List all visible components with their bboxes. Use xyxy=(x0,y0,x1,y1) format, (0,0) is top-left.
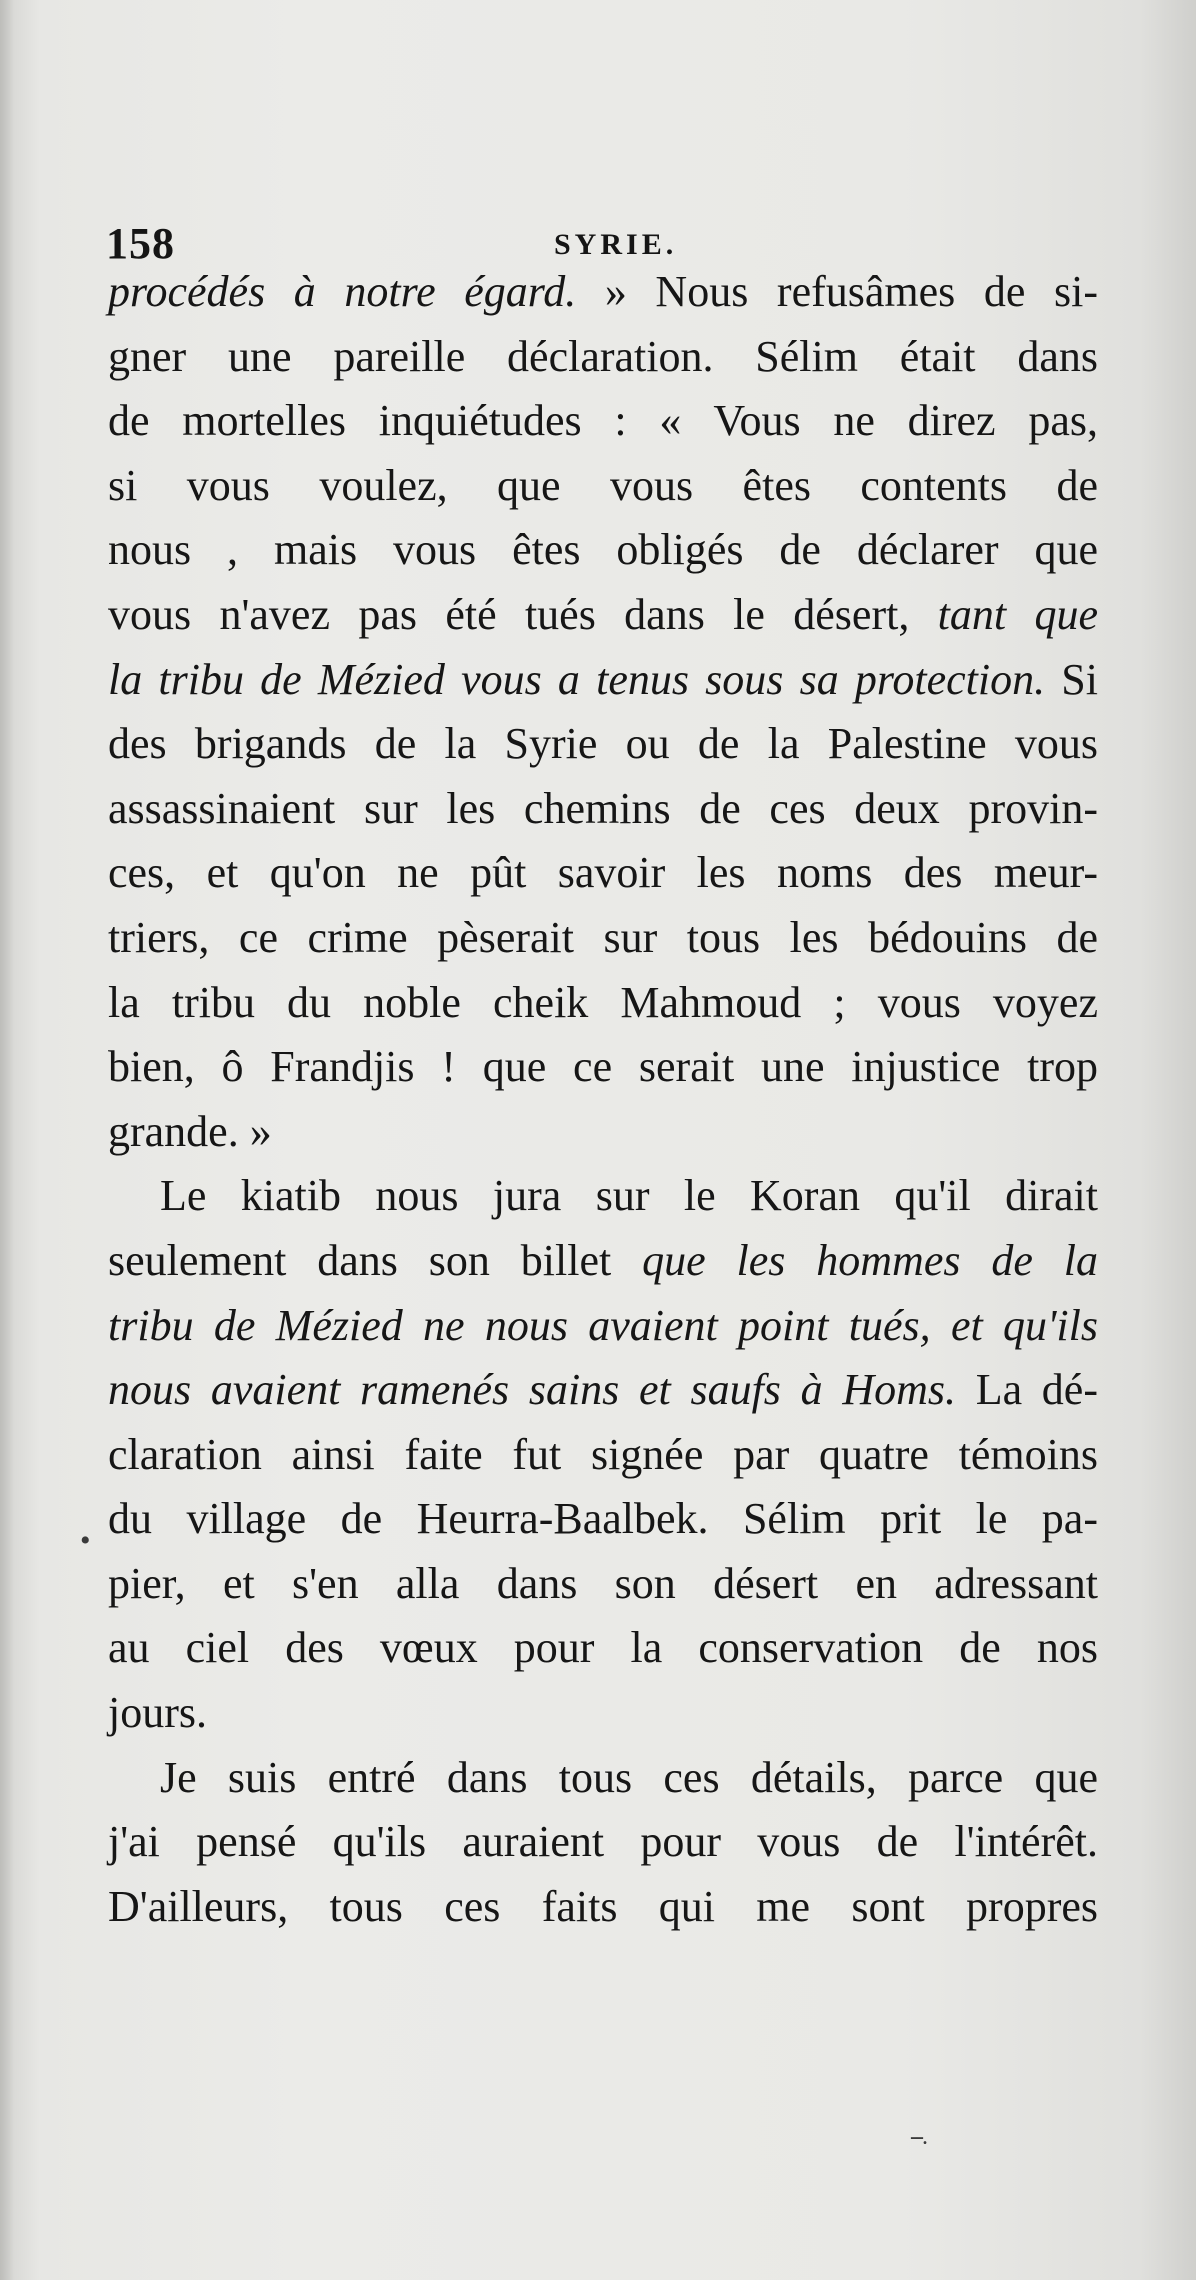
page-number: 158 xyxy=(106,219,175,268)
text-line xyxy=(108,777,1098,842)
text-run: du village de Heurra-Baalbek. Sélim prit le pa- xyxy=(108,1494,1098,1544)
text-run: pier, et s'en alla dans son désert en adressant xyxy=(108,1558,1098,1608)
text-line xyxy=(108,1423,1098,1488)
text-run: jours. xyxy=(108,1688,207,1738)
text-line xyxy=(108,1164,1098,1229)
text-line xyxy=(108,712,1098,777)
text-run: nous , mais vous êtes obligés de déclarer que xyxy=(108,525,1098,575)
italic-run: que les hommes de la xyxy=(642,1235,1098,1285)
text-line xyxy=(108,971,1098,1036)
text-run: au ciel des vœux pour la conservation de nos xyxy=(108,1623,1098,1673)
text-run: bien, ô Frandjis ! que ce serait une injustice trop xyxy=(108,1042,1098,1092)
text-line xyxy=(108,1810,1098,1875)
text-run: claration ainsi faite fut signée par quatre témoins xyxy=(108,1429,1098,1479)
text-line xyxy=(108,841,1098,906)
text-run: la tribu du noble cheik Mahmoud ; vous voyez xyxy=(108,977,1098,1027)
text-line xyxy=(108,325,1098,390)
text-line xyxy=(108,1487,1098,1552)
text-run: assassinaient sur les chemins de ces deux provin- xyxy=(108,783,1098,833)
text-run: D'ailleurs, tous ces faits qui me sont propres xyxy=(108,1881,1098,1931)
running-head: SYRIE. xyxy=(554,228,678,261)
italic-run: la tribu de Mézied vous a tenus sous sa protection. xyxy=(108,654,1046,704)
text-line xyxy=(108,1229,1098,1294)
text-run: de mortelles inquiétudes : « Vous ne direz pas, xyxy=(108,396,1098,446)
text-line xyxy=(108,1681,1098,1746)
text-line xyxy=(108,1552,1098,1617)
text-run: Le kiatib nous jura sur le Koran qu'il dirait xyxy=(160,1171,1098,1221)
text-line xyxy=(108,583,1098,648)
text-run: si vous voulez, que vous êtes contents de xyxy=(108,460,1098,510)
text-line xyxy=(108,906,1098,971)
text-run: seulement dans son billet xyxy=(108,1235,643,1285)
text-line xyxy=(108,1875,1098,1940)
text-run: Si xyxy=(1045,654,1098,704)
text-run: ces, et qu'on ne pût savoir les noms des meur- xyxy=(108,848,1098,898)
italic-run: tribu de Mézied ne nous avaient point tués, et qu'ils xyxy=(108,1300,1098,1350)
text-run: Je suis entré dans tous ces détails, parce que xyxy=(160,1752,1098,1802)
text-line xyxy=(108,1035,1098,1100)
text-line xyxy=(108,1358,1098,1423)
text-run: j'ai pensé qu'ils auraient pour vous de l'intérêt. xyxy=(108,1817,1098,1867)
margin-mark: • xyxy=(80,1524,91,1557)
text-line xyxy=(108,518,1098,583)
page-gutter xyxy=(0,0,14,2280)
text-run: des brigands de la Syrie ou de la Palestine vous xyxy=(108,719,1098,769)
text-line xyxy=(108,389,1098,454)
italic-run: nous avaient ramenés sains et saufs à Homs. xyxy=(108,1365,956,1415)
text-run: vous n'avez pas été tués dans le désert, xyxy=(108,589,938,639)
text-run: gner une pareille déclaration. Sélim était dans xyxy=(108,331,1098,381)
text-line xyxy=(108,648,1098,713)
text-line xyxy=(108,1616,1098,1681)
text-run: » Nous refusâmes de si- xyxy=(576,267,1098,316)
bottom-mark: --. xyxy=(910,2124,926,2150)
italic-run: tant que xyxy=(937,589,1098,639)
text-line xyxy=(108,260,1098,325)
body-text xyxy=(108,260,1098,1939)
text-line xyxy=(108,1294,1098,1359)
text-line xyxy=(108,1100,1098,1165)
text-line xyxy=(108,1746,1098,1811)
text-line xyxy=(108,454,1098,519)
text-run: triers, ce crime pèserait sur tous les bédouins de xyxy=(108,912,1098,962)
text-run: grande. » xyxy=(108,1106,272,1156)
italic-run: procédés à notre égard. xyxy=(108,267,577,316)
text-run: La dé- xyxy=(956,1365,1098,1415)
